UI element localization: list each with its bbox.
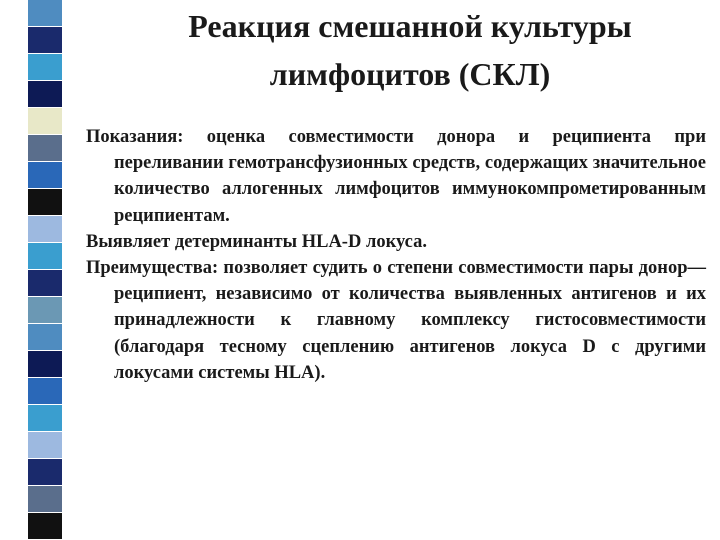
stripe-block [28, 432, 62, 458]
stripe-block [28, 81, 62, 107]
stripe-block [28, 189, 62, 215]
stripe-block [28, 513, 62, 539]
hla-paragraph: Выявляет детерминанты HLA-D локуса. [86, 231, 427, 252]
slide-title [100, 2, 720, 98]
stripe-block [28, 270, 62, 296]
stripe-block [28, 54, 62, 80]
stripe-block [28, 297, 62, 323]
slide-body [86, 124, 706, 386]
stripe-block [28, 108, 62, 134]
stripe-block [28, 378, 62, 404]
title-line-1: Реакция смешанной культуры [188, 8, 632, 44]
title-line-2: лимфоцитов (СКЛ) [269, 56, 551, 92]
stripe-block [28, 27, 62, 53]
stripe-block [28, 216, 62, 242]
stripe-block [28, 0, 62, 26]
indications-paragraph: Показания: оценка совместимости донора и реципиента при переливании гемотрансфузионных средств, содержащих значительное количество аллогенных лимфоцитов иммунокомпрометированным реципиентам. [86, 127, 706, 226]
stripe-block [28, 459, 62, 485]
stripe-block [28, 243, 62, 269]
stripe-block [28, 162, 62, 188]
stripe-block [28, 135, 62, 161]
stripe-block [28, 351, 62, 377]
stripe-block [28, 324, 62, 350]
stripe-block [28, 486, 62, 512]
decorative-color-stripe [28, 0, 62, 540]
advantages-paragraph: Преимущества: позволяет судить о степени совместимости пары донор—реципиент, независимо от количества выявленных антигенов и их принадлежности к главному комплексу гистосовместимости (благодаря тесному сцеплению антигенов локуса D с другими локусами системы HLA). [86, 258, 706, 383]
stripe-block [28, 405, 62, 431]
